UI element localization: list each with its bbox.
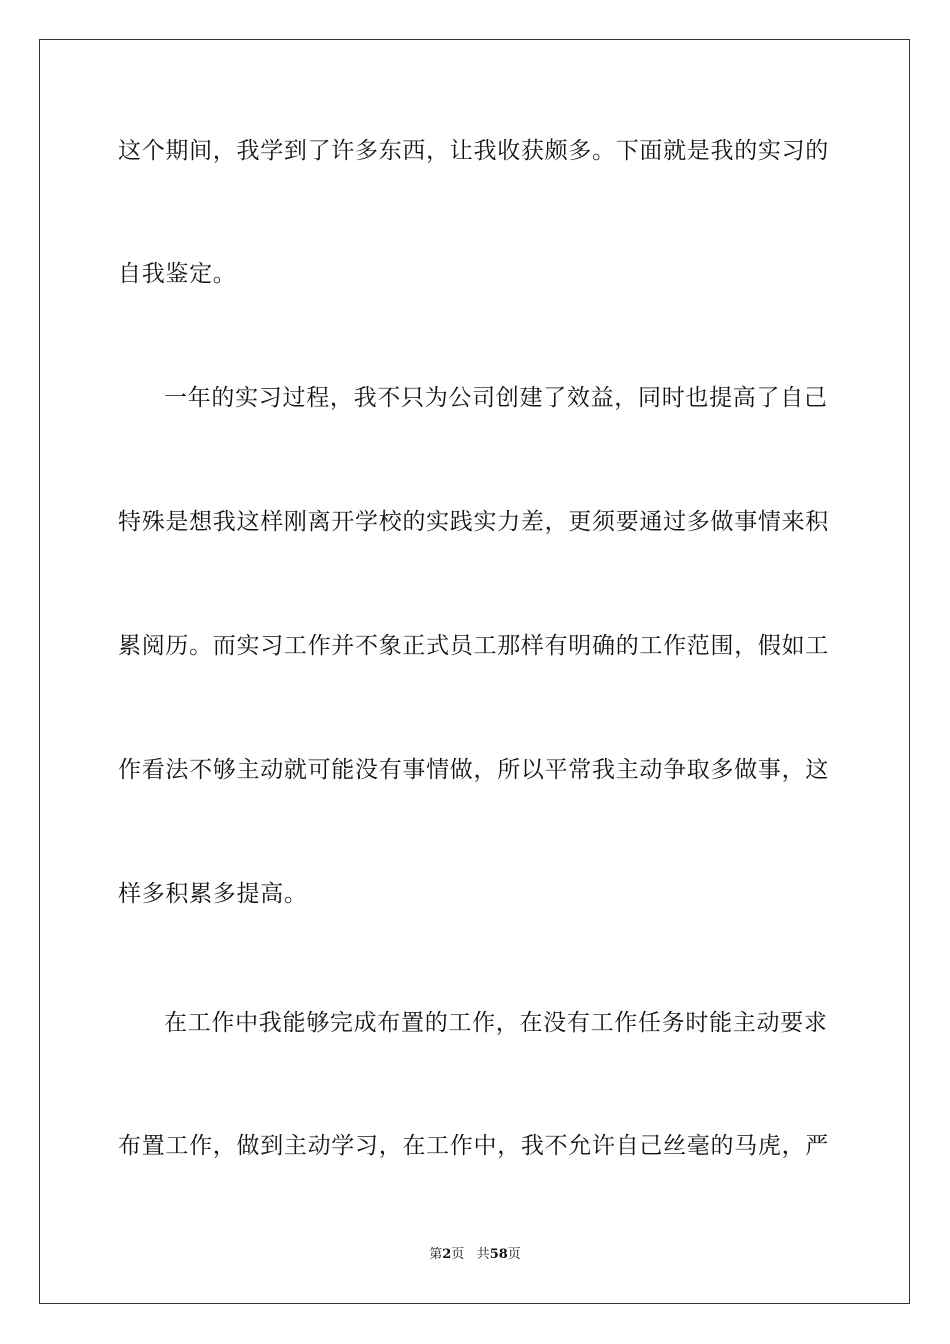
text-line: 样多积累多提高。 xyxy=(118,881,308,907)
footer-total-suffix: 页 xyxy=(507,1247,521,1262)
text-line: 这个期间，我学到了许多东西，让我收获颇多。下面就是我的实习的 xyxy=(118,138,829,164)
total-page-count: 58 xyxy=(489,1247,508,1262)
text-line: 自我鉴定。 xyxy=(118,261,237,287)
text-line: 特殊是想我这样刚离开学校的实践实力差，更须要通过多做事情来积 xyxy=(118,509,829,535)
text-line: 累阅历。而实习工作并不象正式员工那样有明确的工作范围，假如工 xyxy=(118,633,829,659)
text-line: 布置工作，做到主动学习，在工作中，我不允许自己丝毫的马虎，严 xyxy=(118,1133,829,1159)
footer-prefix: 第 xyxy=(429,1247,443,1262)
page-border xyxy=(39,39,910,1304)
current-page-number: 2 xyxy=(442,1247,452,1262)
footer-page-suffix: 页 xyxy=(451,1247,465,1262)
text-line: 作看法不够主动就可能没有事情做，所以平常我主动争取多做事，这 xyxy=(118,757,829,783)
paragraph-start-line: 在工作中我能够完成布置的工作，在没有工作任务时能主动要求 xyxy=(164,1010,828,1036)
footer-total-prefix: 共 xyxy=(476,1247,490,1262)
page-footer xyxy=(0,1246,950,1264)
paragraph-start-line: 一年的实习过程，我不只为公司创建了效益，同时也提高了自己 xyxy=(164,385,828,411)
